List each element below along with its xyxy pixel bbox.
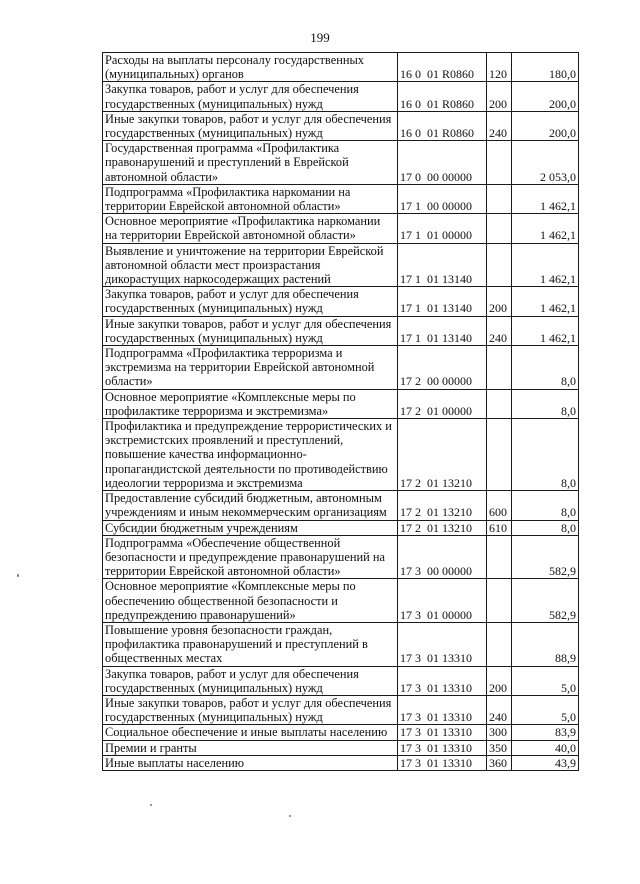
row-sum-cell: 8,0 [512, 389, 579, 418]
table-row [103, 419, 579, 491]
row-sum-cell: 8,0 [512, 491, 579, 520]
row-code-cell: 17 2 00 00000 [398, 346, 487, 390]
row-code-cell: 17 2 01 00000 [398, 389, 487, 418]
table-row [103, 491, 579, 520]
row-expense-type-cell: 350 [487, 740, 512, 755]
row-name-cell: Иные выплаты населению [103, 755, 398, 770]
row-sum-cell: 200,0 [512, 82, 579, 111]
row-expense-type-cell [487, 622, 512, 666]
row-code-cell: 17 1 01 13140 [398, 316, 487, 345]
row-expense-type-cell: 300 [487, 725, 512, 740]
table-row [103, 389, 579, 418]
row-name-cell: Закупка товаров, работ и услуг для обеспечения государственных (муниципальных) нужд [103, 82, 398, 111]
row-sum-cell: 5,0 [512, 666, 579, 695]
row-sum-cell: 40,0 [512, 740, 579, 755]
table-row [103, 184, 579, 213]
row-name-cell: Подпрограмма «Профилактика наркомании на территории Еврейской автономной области» [103, 184, 398, 213]
row-expense-type-cell: 240 [487, 695, 512, 724]
table-row [103, 243, 579, 287]
row-code-cell: 17 3 00 00000 [398, 535, 487, 579]
row-expense-type-cell: 200 [487, 666, 512, 695]
table-row [103, 520, 579, 535]
row-expense-type-cell [487, 346, 512, 390]
row-name-cell: Предоставление субсидий бюджетным, автономным учреждениям и иным некоммерческим организациям [103, 491, 398, 520]
row-sum-cell: 582,9 [512, 535, 579, 579]
row-name-cell: Закупка товаров, работ и услуг для обеспечения государственных (муниципальных) нужд [103, 666, 398, 695]
row-code-cell: 17 1 01 13140 [398, 287, 487, 316]
row-sum-cell: 1 462,1 [512, 316, 579, 345]
row-sum-cell: 8,0 [512, 346, 579, 390]
table-row [103, 214, 579, 243]
row-code-cell: 17 3 01 13310 [398, 755, 487, 770]
row-name-cell: Премии и гранты [103, 740, 398, 755]
table-row [103, 316, 579, 345]
row-code-cell: 17 3 01 13310 [398, 695, 487, 724]
row-code-cell: 17 2 01 13210 [398, 491, 487, 520]
row-name-cell: Основное мероприятие «Профилактика наркомании на территории Еврейской автономной области» [103, 214, 398, 243]
table-row [103, 346, 579, 390]
row-expense-type-cell: 360 [487, 755, 512, 770]
row-expense-type-cell: 610 [487, 520, 512, 535]
budget-table [102, 52, 579, 771]
row-expense-type-cell [487, 389, 512, 418]
row-code-cell: 17 3 01 00000 [398, 579, 487, 623]
row-expense-type-cell [487, 243, 512, 287]
row-code-cell: 16 0 01 R0860 [398, 82, 487, 111]
table-row [103, 141, 579, 185]
row-sum-cell: 180,0 [512, 53, 579, 82]
row-code-cell: 16 0 01 R0860 [398, 53, 487, 82]
scan-artifact [150, 804, 152, 806]
row-sum-cell: 8,0 [512, 419, 579, 491]
row-name-cell: Основное мероприятие «Комплексные меры по обеспечению общественной безопасности и предупреждению правонарушений» [103, 579, 398, 623]
scan-artifact [17, 574, 19, 577]
row-expense-type-cell [487, 535, 512, 579]
row-code-cell: 17 3 01 13310 [398, 666, 487, 695]
row-sum-cell: 200,0 [512, 111, 579, 140]
table-row [103, 695, 579, 724]
row-expense-type-cell [487, 141, 512, 185]
row-name-cell: Государственная программа «Профилактика правонарушений и преступлений в Еврейской автономной области» [103, 141, 398, 185]
table-row [103, 622, 579, 666]
row-expense-type-cell: 200 [487, 82, 512, 111]
row-sum-cell: 1 462,1 [512, 287, 579, 316]
row-code-cell: 17 0 00 00000 [398, 141, 487, 185]
table-row [103, 755, 579, 770]
row-name-cell: Подпрограмма «Обеспечение общественной безопасности и предупреждение правонарушений на территории Еврейской автономной области» [103, 535, 398, 579]
row-code-cell: 17 1 01 13140 [398, 243, 487, 287]
row-name-cell: Социальное обеспечение и иные выплаты населению [103, 725, 398, 740]
row-sum-cell: 582,9 [512, 579, 579, 623]
scan-artifact [289, 815, 291, 817]
row-sum-cell: 1 462,1 [512, 243, 579, 287]
row-name-cell: Иные закупки товаров, работ и услуг для обеспечения государственных (муниципальных) нужд [103, 316, 398, 345]
row-name-cell: Профилактика и предупреждение террористических и экстремистских проявлений и преступлений, повышение качества информационно-пропагандистской деятельности по противодействию идеологии терроризма и экстремизма [103, 419, 398, 491]
row-sum-cell: 1 462,1 [512, 184, 579, 213]
table-row [103, 666, 579, 695]
row-code-cell: 17 1 01 00000 [398, 214, 487, 243]
row-code-cell: 16 0 01 R0860 [398, 111, 487, 140]
row-code-cell: 17 3 01 13310 [398, 740, 487, 755]
row-name-cell: Подпрограмма «Профилактика терроризма и экстремизма на территории Еврейской автономной области» [103, 346, 398, 390]
row-code-cell: 17 3 01 13310 [398, 622, 487, 666]
budget-table-body [103, 53, 579, 771]
row-code-cell: 17 2 01 13210 [398, 520, 487, 535]
row-sum-cell: 83,9 [512, 725, 579, 740]
row-name-cell: Основное мероприятие «Комплексные меры по профилактике терроризма и экстремизма» [103, 389, 398, 418]
table-row [103, 740, 579, 755]
row-name-cell: Расходы на выплаты персоналу государственных (муниципальных) органов [103, 53, 398, 82]
row-expense-type-cell: 240 [487, 316, 512, 345]
row-name-cell: Субсидии бюджетным учреждениям [103, 520, 398, 535]
row-name-cell: Иные закупки товаров, работ и услуг для обеспечения государственных (муниципальных) нужд [103, 695, 398, 724]
table-row [103, 111, 579, 140]
row-code-cell: 17 2 01 13210 [398, 419, 487, 491]
row-expense-type-cell [487, 214, 512, 243]
row-sum-cell: 8,0 [512, 520, 579, 535]
row-name-cell: Иные закупки товаров, работ и услуг для обеспечения государственных (муниципальных) нужд [103, 111, 398, 140]
page-number: 199 [310, 30, 330, 45]
row-expense-type-cell [487, 419, 512, 491]
row-sum-cell: 1 462,1 [512, 214, 579, 243]
table-row [103, 725, 579, 740]
row-sum-cell: 5,0 [512, 695, 579, 724]
table-row [103, 82, 579, 111]
row-name-cell: Закупка товаров, работ и услуг для обеспечения государственных (муниципальных) нужд [103, 287, 398, 316]
row-sum-cell: 2 053,0 [512, 141, 579, 185]
row-name-cell: Выявление и уничтожение на территории Еврейской автономной области мест произрастания дикорастущих наркосодержащих растений [103, 243, 398, 287]
row-expense-type-cell: 200 [487, 287, 512, 316]
row-code-cell: 17 1 00 00000 [398, 184, 487, 213]
row-expense-type-cell: 600 [487, 491, 512, 520]
table-row [103, 287, 579, 316]
row-sum-cell: 88,9 [512, 622, 579, 666]
row-expense-type-cell [487, 184, 512, 213]
table-row [103, 579, 579, 623]
row-name-cell: Повышение уровня безопасности граждан, профилактика правонарушений и преступлений в общественных местах [103, 622, 398, 666]
row-expense-type-cell: 120 [487, 53, 512, 82]
row-expense-type-cell [487, 579, 512, 623]
row-sum-cell: 43,9 [512, 755, 579, 770]
table-row [103, 53, 579, 82]
row-code-cell: 17 3 01 13310 [398, 725, 487, 740]
row-expense-type-cell: 240 [487, 111, 512, 140]
table-row [103, 535, 579, 579]
